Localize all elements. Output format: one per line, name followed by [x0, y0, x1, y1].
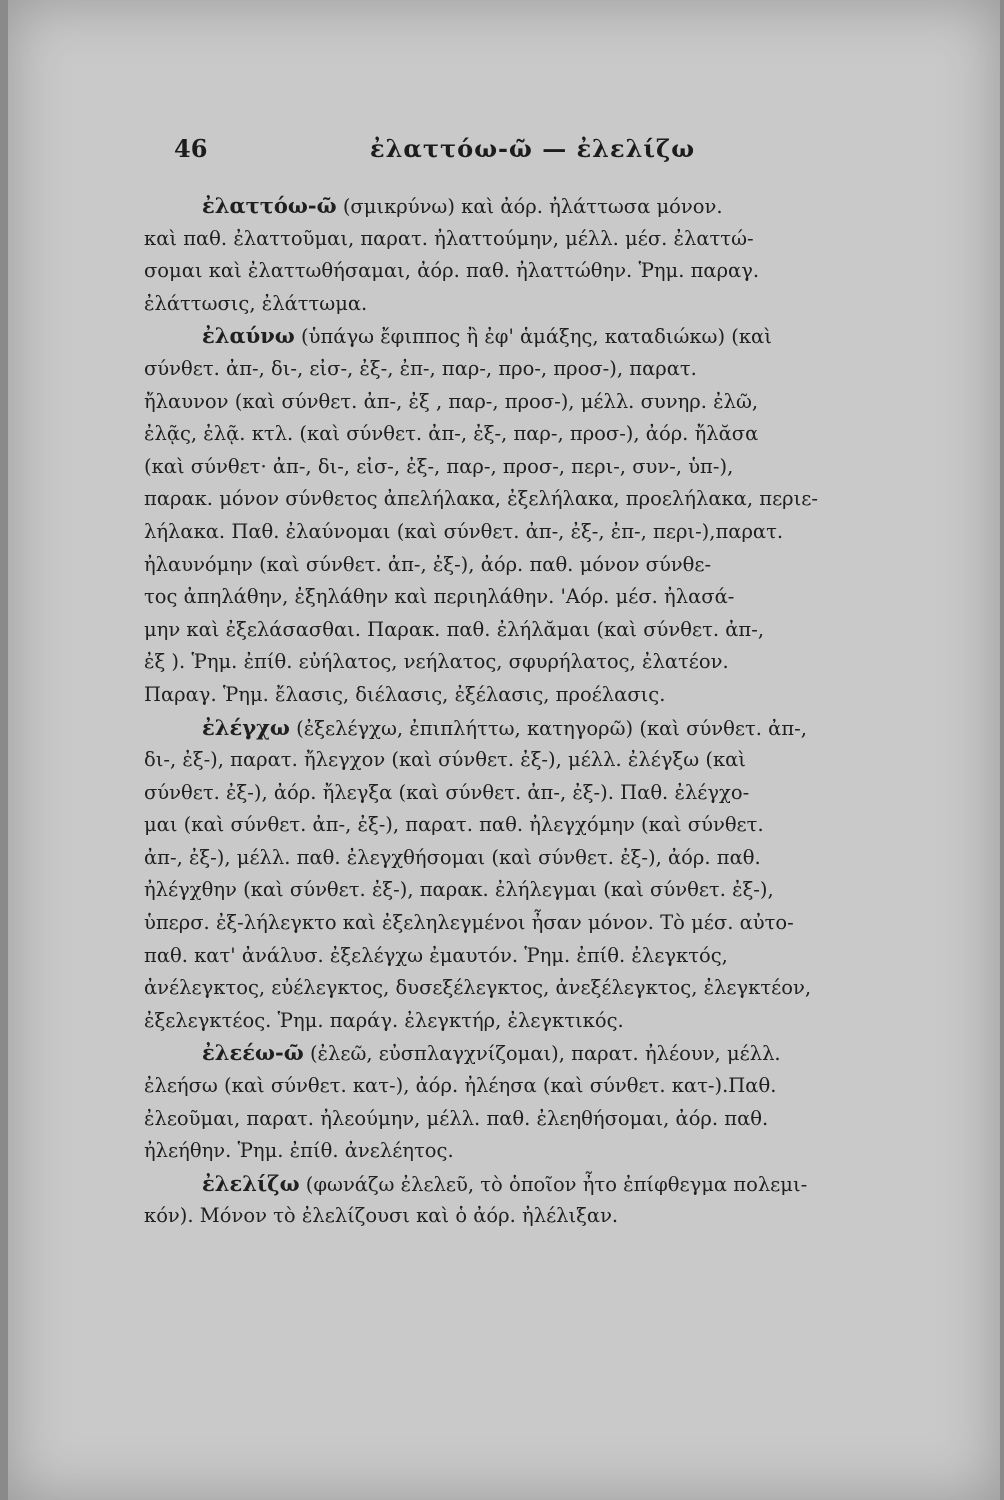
entry-line: ἐλεοῦμαι, παρατ. ἠλεούμην, μέλλ. παθ. ἐλεηθήσομαι, ἀόρ. παθ.: [144, 1106, 769, 1130]
entry-line: παρακ. μόνον σύνθετος ἀπελήλακα, ἐξελήλακα, προελήλακα, περιε-: [144, 487, 818, 511]
entry-line: ἐξελεγκτέος. Ῥημ. παράγ. ἐλεγκτήρ, ἐλεγκτικός.: [144, 1008, 624, 1032]
dictionary-body: [144, 190, 934, 1233]
entry-lemma: ἐλέγχω: [202, 714, 290, 740]
entry-line: ἐλεήσω (καὶ σύνθετ. κατ-), ἀόρ. ἠλέησα (καὶ σύνθετ. κατ-).Παθ.: [144, 1074, 777, 1098]
entry-line: ἠλεήθην. Ῥημ. ἐπίθ. ἀνελέητος.: [144, 1139, 454, 1163]
entry-line: κόν). Μόνον τὸ ἐλελίζουσι καὶ ὁ ἀόρ. ἠλέλιξαν.: [144, 1204, 619, 1228]
entry-line: ἐλεέω-ῶ (ἐλεῶ, εὐσπλαγχνίζομαι), παρατ. ἠλέουν, μέλλ.: [202, 1040, 781, 1066]
entry-line: ἀπ-, ἐξ-), μέλλ. παθ. ἐλεγχθήσομαι (καὶ σύνθετ. ἐξ-), ἀόρ. παθ.: [144, 845, 761, 869]
page-header: [8, 134, 1000, 174]
entry-line: ἀνέλεγκτος, εὐέλεγκτος, δυσεξέλεγκτος, ἀνεξέλεγκτος, ἐλεγκτέον,: [144, 976, 812, 1000]
entry-line: ἐλελίζω (φωνάζω ἐλελεῦ, τὸ ὁποῖον ἦτο ἐπίφθεγμα πολεμι-: [202, 1170, 808, 1196]
entry-line: ἐλαύνω (ὑπάγω ἔφιππος ἢ ἐφ' ἁμάξης, καταδιώκω) (καὶ: [202, 323, 772, 349]
entry-lemma: ἐλαύνω: [202, 323, 295, 349]
entry-line: ἤλαυνον (καὶ σύνθετ. ἀπ-, ἐξ , παρ-, προσ-), μέλλ. συνηρ. ἐλῶ,: [144, 389, 759, 413]
entry-line: δι-, ἐξ-), παρατ. ἤλεγχον (καὶ σύνθετ. ἐξ-), μέλλ. ἐλέγξω (καὶ: [144, 748, 746, 772]
entry-line: ἠλαυνόμην (καὶ σύνθετ. ἀπ-, ἐξ-), ἀόρ. παθ. μόνον σύνθε-: [144, 552, 712, 576]
entry-line: ἠλέγχθην (καὶ σύνθετ. ἐξ-), παρακ. ἐλήλεγμαι (καὶ σύνθετ. ἐξ-),: [144, 878, 774, 902]
entry-lemma: ἐλελίζω: [202, 1170, 300, 1196]
entry-line: ὑπερσ. ἐξ-λήλεγκτο καὶ ἐξεληλεγμένοι ἦσαν μόνον. Τὸ μέσ. αὐτο-: [144, 911, 794, 935]
book-page: [8, 0, 1000, 1500]
entry-line: σύνθετ. ἐξ-), ἀόρ. ἤλεγξα (καὶ σύνθετ. ἀπ-, ἐξ-). Παθ. ἐλέγχο-: [144, 780, 750, 804]
entry-line: λήλακα. Παθ. ἐλαύνομαι (καὶ σύνθετ. ἀπ-, ἐξ-, ἐπ-, περι-),παρατ.: [144, 519, 784, 543]
entry-line: μαι (καὶ σύνθετ. ἀπ-, ἐξ-), παρατ. παθ. ἠλεγχόμην (καὶ σύνθετ.: [144, 813, 764, 837]
running-head: ἐλαττόω-ῶ — ἐλελίζω: [370, 134, 696, 163]
entry-line: μην καὶ ἐξελάσασθαι. Παρακ. παθ. ἐλήλᾰμαι (καὶ σύνθετ. ἀπ-,: [144, 617, 765, 641]
entry-line: ἐλέγχω (ἐξελέγχω, ἐπιπλήττω, κατηγορῶ) (καὶ σύνθετ. ἀπ-,: [202, 714, 807, 740]
entry-line: ἐλάττωσις, ἐλάττωμα.: [144, 291, 368, 315]
entry-line: (καὶ σύνθετ· ἀπ-, δι-, εἰσ-, ἐξ-, παρ-, προσ-, περι-, συν-, ὑπ-),: [144, 454, 734, 478]
entry-line: παθ. κατ' ἀνάλυσ. ἐξελέγχω ἐμαυτόν. Ῥημ. ἐπίθ. ἐλεγκτός,: [144, 943, 728, 967]
entry-line: σύνθετ. ἀπ-, δι-, εἰσ-, ἐξ-, ἐπ-, παρ-, προ-, προσ-), παρατ.: [144, 356, 697, 380]
entry-lemma: ἐλαττόω-ῶ: [202, 193, 337, 218]
entry-line: ἐλᾷς, ἐλᾷ. κτλ. (καὶ σύνθετ. ἀπ-, ἐξ-, παρ-, προσ-), ἀόρ. ἤλᾰσα: [144, 422, 759, 446]
entry-line: τος ἀπηλάθην, ἐξηλάθην καὶ περιηλάθην. 'Αόρ. μέσ. ἠλασά-: [144, 585, 735, 609]
entry-line: καὶ παθ. ἐλαττοῦμαι, παρατ. ἠλαττούμην, μέλλ. μέσ. ἐλαττώ-: [144, 226, 754, 250]
entry-lemma: ἐλεέω-ῶ: [202, 1040, 304, 1066]
page-number: 46: [174, 134, 208, 163]
entry-line: ἐλαττόω-ῶ (σμικρύνω) καὶ ἀόρ. ἠλάττωσα μόνον.: [202, 193, 723, 218]
entry-line: ἐξ ). Ῥημ. ἐπίθ. εὐήλατος, νεήλατος, σφυρήλατος, ἐλατέον.: [144, 650, 729, 674]
entry-line: Παραγ. Ῥημ. ἔλασις, διέλασις, ἐξέλασις, προέλασις.: [144, 682, 666, 706]
entry-line: σομαι καὶ ἐλαττωθήσαμαι, ἀόρ. παθ. ἠλαττώθην. Ῥημ. παραγ.: [144, 259, 760, 283]
